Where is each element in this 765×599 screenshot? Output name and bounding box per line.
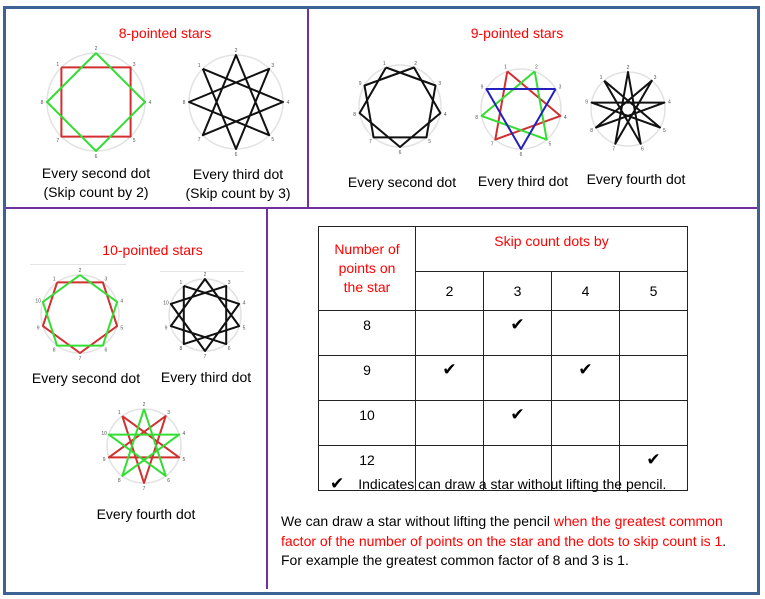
svg-text:4: 4 — [242, 300, 246, 307]
svg-text:2: 2 — [535, 64, 538, 71]
svg-text:3: 3 — [438, 81, 442, 87]
svg-text:1: 1 — [504, 64, 507, 71]
svg-text:3: 3 — [227, 279, 231, 286]
svg-text:9: 9 — [585, 99, 588, 106]
svg-text:3: 3 — [653, 74, 657, 81]
star-10-skip2-diagram — [32, 266, 128, 362]
points-cell: 9 — [319, 356, 416, 401]
svg-text:1: 1 — [179, 279, 183, 286]
svg-text:4: 4 — [286, 100, 290, 106]
caption-8-skip3 — [170, 165, 306, 203]
svg-text:6: 6 — [398, 150, 402, 156]
check-cell: ✔ — [416, 356, 484, 401]
section-title-10-pointed: 10-pointed stars — [102, 242, 203, 258]
svg-text:10: 10 — [163, 300, 169, 307]
caption-9-skip2: Every second dot — [347, 174, 457, 190]
check-cell — [620, 356, 688, 401]
svg-text:7: 7 — [142, 486, 146, 492]
svg-text:7: 7 — [203, 354, 207, 360]
column-group-header: Skip count dots by — [416, 227, 688, 272]
svg-text:8: 8 — [117, 478, 121, 484]
svg-text:5: 5 — [182, 457, 186, 463]
svg-text:9: 9 — [358, 81, 362, 87]
svg-text:8: 8 — [179, 346, 183, 353]
decorative-rule — [30, 264, 126, 265]
svg-text:5: 5 — [271, 136, 275, 143]
svg-text:4: 4 — [182, 431, 186, 437]
check-cell: ✔ — [484, 401, 552, 446]
svg-text:7: 7 — [369, 139, 372, 146]
divider-middle-horizontal — [6, 207, 757, 209]
svg-text:6: 6 — [227, 346, 231, 353]
svg-text:8: 8 — [475, 114, 479, 121]
divider-top-vertical — [307, 9, 309, 208]
svg-text:6: 6 — [104, 347, 108, 354]
svg-text:2: 2 — [234, 48, 238, 54]
rule-text: We can draw a star without lifting the pencil — [281, 513, 554, 529]
caption-line: Every third dot — [192, 166, 284, 182]
caption-10-skip4: Every fourth dot — [96, 506, 196, 522]
caption-9-skip4: Every fourth dot — [586, 171, 686, 187]
column-header: 5 — [620, 272, 688, 311]
check-cell — [552, 401, 620, 446]
section-title-8-pointed: 8-pointed stars — [118, 25, 212, 41]
legend-text: Indicates can draw a star without lifting the pencil. — [358, 476, 667, 492]
svg-text:5: 5 — [132, 138, 136, 145]
star-9-skip2-diagram — [350, 56, 450, 156]
caption-10-skip2: Every second dot — [31, 370, 141, 386]
svg-text:6: 6 — [167, 478, 171, 484]
points-cell: 12 — [319, 446, 416, 491]
svg-text:2: 2 — [626, 65, 630, 71]
row-header-cell — [319, 227, 416, 311]
column-header: 4 — [552, 272, 620, 311]
svg-text:5: 5 — [548, 141, 552, 148]
svg-text:1: 1 — [56, 61, 60, 68]
svg-text:4: 4 — [443, 112, 447, 118]
svg-text:3: 3 — [104, 276, 108, 283]
svg-text:1: 1 — [52, 276, 56, 283]
svg-text:5: 5 — [428, 139, 431, 146]
section-title-9-pointed: 9-pointed stars — [470, 25, 564, 41]
check-cell: ✔ — [484, 311, 552, 356]
star-8-skip2-diagram — [38, 44, 154, 160]
svg-text:9: 9 — [102, 457, 106, 463]
svg-text:2: 2 — [414, 60, 418, 67]
checkmark-icon: ✔ — [330, 474, 345, 493]
svg-text:2: 2 — [142, 402, 146, 408]
svg-text:2: 2 — [203, 272, 207, 278]
svg-text:6: 6 — [641, 146, 644, 153]
table-row — [319, 401, 688, 446]
table-row — [319, 356, 688, 401]
svg-text:3: 3 — [558, 84, 562, 91]
star-10-skip3-diagram — [160, 270, 250, 360]
svg-text:9: 9 — [36, 325, 40, 332]
svg-text:1: 1 — [117, 410, 121, 416]
svg-text:9: 9 — [480, 84, 484, 91]
check-cell — [484, 356, 552, 401]
rule-text-highlight: when the greatest common factor of the number of points on the star and the dots to skip count is 1 — [281, 513, 723, 549]
star-8-skip3-diagram — [180, 46, 292, 158]
svg-text:10: 10 — [35, 298, 41, 305]
caption-line: (Skip count by 2) — [43, 184, 149, 200]
check-cell — [620, 401, 688, 446]
svg-text:3: 3 — [132, 61, 136, 68]
caption-9-skip3: Every third dot — [477, 173, 569, 189]
star-10-skip4-diagram — [98, 400, 190, 492]
svg-text:1: 1 — [599, 74, 603, 81]
svg-text:4: 4 — [120, 298, 124, 305]
points-cell: 8 — [319, 311, 416, 356]
star-9-skip4-diagram — [582, 63, 674, 155]
svg-text:2: 2 — [78, 268, 82, 274]
svg-text:8: 8 — [52, 347, 56, 354]
check-cell — [416, 401, 484, 446]
check-cell — [552, 311, 620, 356]
row-header-line: the star — [343, 279, 391, 295]
svg-text:3: 3 — [167, 410, 171, 416]
svg-text:7: 7 — [78, 356, 82, 362]
check-cell — [620, 311, 688, 356]
row-header-line: Number of — [334, 241, 400, 257]
svg-text:4: 4 — [563, 114, 567, 121]
svg-text:6: 6 — [234, 152, 238, 158]
caption-10-skip3: Every third dot — [160, 369, 252, 385]
svg-text:6: 6 — [94, 154, 98, 160]
svg-text:1: 1 — [197, 63, 201, 70]
svg-text:6: 6 — [519, 152, 523, 158]
skip-count-table — [318, 226, 688, 491]
legend — [330, 474, 666, 494]
svg-text:8: 8 — [353, 112, 357, 118]
svg-text:7: 7 — [612, 146, 615, 153]
table-header-row — [319, 227, 688, 272]
svg-text:7: 7 — [490, 141, 494, 148]
gcf-rule-paragraph — [281, 512, 731, 571]
row-header-line: points on — [338, 260, 396, 276]
svg-text:7: 7 — [56, 138, 60, 145]
svg-text:5: 5 — [242, 325, 246, 332]
caption-8-skip2 — [28, 164, 164, 202]
svg-text:2: 2 — [94, 46, 98, 52]
svg-text:5: 5 — [120, 325, 124, 332]
svg-text:3: 3 — [271, 63, 275, 70]
svg-text:5: 5 — [663, 128, 666, 134]
svg-text:4: 4 — [668, 99, 671, 106]
column-header: 2 — [416, 272, 484, 311]
check-cell: ✔ — [552, 356, 620, 401]
check-cell — [416, 311, 484, 356]
points-cell: 10 — [319, 401, 416, 446]
svg-text:1: 1 — [382, 60, 386, 67]
svg-text:8: 8 — [182, 100, 186, 106]
star-9-skip3-diagram — [472, 60, 570, 158]
table-row — [319, 311, 688, 356]
caption-line: Every second dot — [41, 165, 151, 181]
check-cell: ✔ — [620, 446, 688, 491]
divider-bottom-vertical — [266, 209, 268, 589]
column-header: 3 — [484, 272, 552, 311]
svg-text:10: 10 — [101, 431, 107, 437]
rule-text-example: . For example the greatest common factor of 8 and 3 is 1. — [281, 532, 727, 568]
svg-text:7: 7 — [197, 136, 201, 143]
svg-text:8: 8 — [590, 128, 593, 134]
svg-text:9: 9 — [164, 325, 168, 332]
svg-text:8: 8 — [40, 100, 44, 106]
caption-line: (Skip count by 3) — [185, 185, 291, 201]
svg-text:4: 4 — [148, 100, 152, 106]
